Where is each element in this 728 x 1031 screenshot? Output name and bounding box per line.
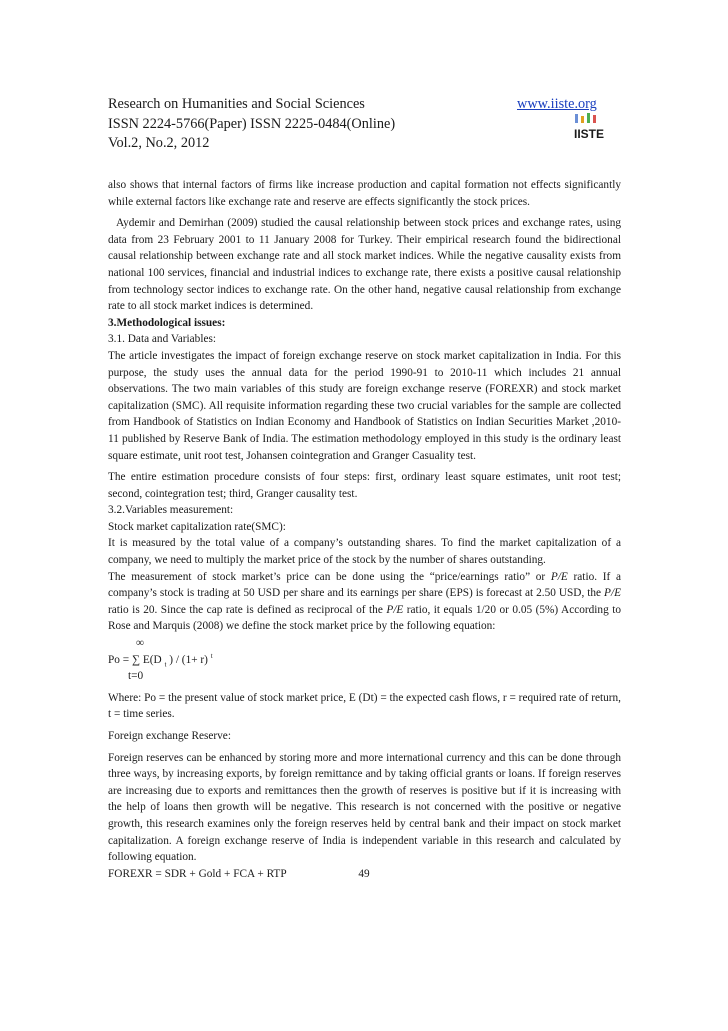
page-number: 49 [358, 868, 370, 880]
heading-smc: Stock market capitalization rate(SMC): [108, 520, 286, 533]
paragraph-pe-ratio: The measurement of stock market’s price can be done using the “price/earnings ratio” or P/E ratio. If a company’s stock is trading at 50 USD per share and its earnings per share (EPS) is forecast at 2.50 USD, the P/E ratio is 20. Since the cap rate is defined as reciprocal of the P/E ratio, it equals 1/20 or 0.05 (5%) According to Rose and Marquis (2008) we define the stock market price by the following equation: [108, 570, 622, 633]
iiste-logo-icon [569, 113, 609, 143]
paragraph-data: The article investigates the impact of foreign exchange reserve on stock market capitalization in India. For this purpose, the study uses the annual data for the period 1990-91 to 2010-11 which includes 21 annual observations. The two main variables of this study are foreign exchange reserve (FOREXR) and stock market capitalization (SMC). All requisite information regarding these two crucial variables for the sample are collected from Handbook of Statistics on Indian Economy and Handbook of Statistics on Indian Securities Market ,2010-11 published by Reserve Bank of India. The estimation methodology employed in this study is the ordinary least square estimate, unit root test, Johansen cointegration and Granger Casuality test. [108, 349, 621, 462]
equation-present-value: Po = ∑ E(D $_t$ ) / (1+ r) $^t$ [108, 651, 213, 668]
paragraph-where: Where: Po = the present value of stock market price, E (Dt) = the expected cash flows, r = required rate of return, t = time series. [108, 691, 621, 721]
logo-wordmark: IISTE [573, 127, 605, 141]
article-body [108, 177, 621, 882]
journal-url-link[interactable]: www.iiste.org [517, 96, 597, 112]
paragraph-continuation: also shows that internal factors of firms like increase production and capital formation not effects significantly while external factors like exchange rate and reserve are effects significantly the stock prices. [108, 179, 621, 208]
paragraph-foreign-reserves: Foreign reserves can be enhanced by storing more and more international currency and this can be done through three ways, by increasing exports, by foreign remittance and by taking official grants or loans. If foreign reserves are increasing due to exports and remittances then the growth of reserves is positive but if it is increasing with the help of loans then growth will be negative. This research is not concerned with the positive or negative growth, this research examines only the foreign reserves held by central bank and their impact on stock market capitalization. A foreign exchange reserve of India is independent variable in this research and calculated by following equation. [108, 751, 621, 864]
equation-forexr: FOREXR = SDR + Gold + FCA + RTP [108, 867, 287, 880]
heading-foreign-exchange-reserve: Foreign exchange Reserve: [108, 730, 231, 742]
heading-variables-measurement: 3.2.Variables measurement: [108, 504, 234, 517]
equation-upper-limit: ∞ [136, 637, 145, 650]
paragraph-smc-definition: It is measured by the total value of a company’s outstanding shares. To find the market capitalization of a company, we need to multiply the market price of the stock by the number of shares outstanding. [108, 537, 621, 567]
paragraph-aydemir: Aydemir and Demirhan (2009) studied the causal relationship between stock prices and exchange rates, using data from 23 February 2001 to 11 January 2008 for Turkey. Their empirical research found the bidirectional causal relationship between exchange rate and all stock market indices. While the negative causality exists from national 100 services, financial and industrial indices to exchange rate, there exists a positive causal relationship from technology sector indices to exchange rate. On the other hand, negative causal relationship from exchange rate to all stock market indices is determined. [108, 217, 621, 313]
heading-methodological-issues: 3.Methodological issues: [108, 316, 226, 329]
issn-line: ISSN 2224-5766(Paper) ISSN 2225-0484(Online) [108, 115, 396, 132]
volume-line: Vol.2, No.2, 2012 [108, 135, 210, 151]
journal-title: Research on Humanities and Social Sciences [108, 96, 365, 112]
equation-lower-limit: t=0 [128, 670, 144, 683]
heading-data-variables: 3.1. Data and Variables: [108, 333, 217, 346]
paragraph-estimation: The entire estimation procedure consists of four steps: first, ordinary least square estimates, unit root test; second, cointegration test; third, Granger causality test. [108, 471, 621, 500]
running-header [108, 95, 395, 154]
